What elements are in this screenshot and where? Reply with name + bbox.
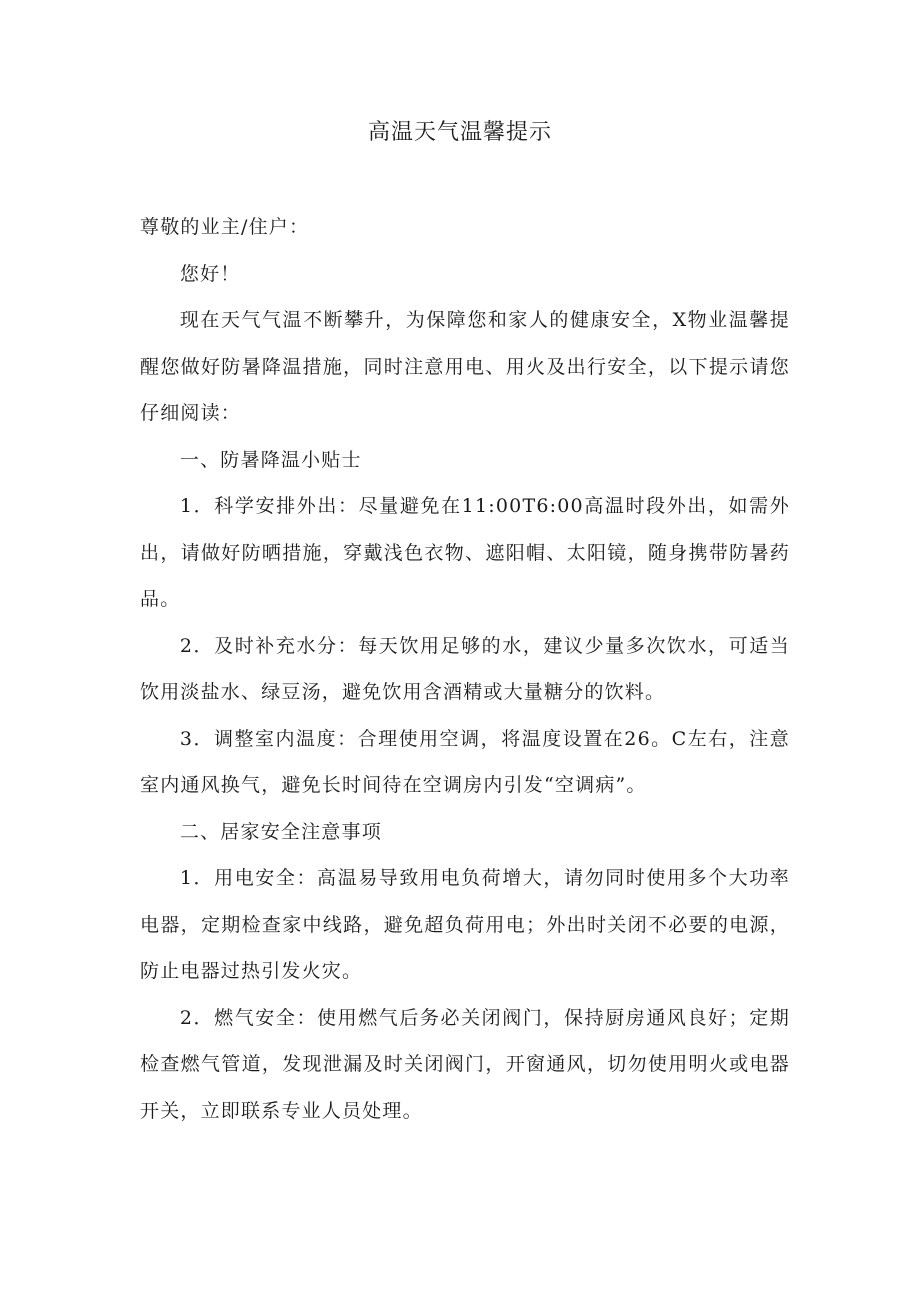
section1-item2: 2．及时补充水分：每天饮用足够的水，建议少量多次饮水，可适当饮用淡盐水、绿豆汤，避免饮用含酒精或大量糖分的饮料。 [140, 634, 790, 703]
section1-item1: 1．科学安排外出：尽量避免在11:00T6:00高温时段外出，如需外出，请做好防晒措施，穿戴浅色衣物、遮阳帽、太阳镜，随身携带防暑药品。 [140, 495, 790, 610]
document-body [140, 204, 790, 1134]
section2-item1: 1．用电安全：高温易导致用电负荷增大，请勿同时使用多个大功率电器，定期检查家中线路，避免超负荷用电；外出时关闭不必要的电源，防止电器过热引发火灾。 [140, 867, 790, 982]
intro-paragraph: 现在天气气温不断攀升，为保障您和家人的健康安全，X物业温馨提醒您做好防暑降温措施，同时注意用电、用火及出行安全，以下提示请您仔细阅读： [140, 309, 790, 424]
greeting: 您好！ [179, 262, 241, 285]
section2-item2: 2．燃气安全：使用燃气后务必关闭阀门，保持厨房通风良好；定期检查燃气管道，发现泄漏及时关闭阀门，开窗通风，切勿使用明火或电器开关，立即联系专业人员处理。 [140, 1006, 790, 1122]
salutation: 尊敬的业主/住户： [140, 216, 310, 238]
document-title: 高温天气温馨提示 [367, 120, 552, 145]
section2-heading: 二、居家安全注意事项 [179, 820, 382, 843]
section1-item3: 3．调整室内温度：合理使用空调，将温度设置在26。C左右，注意室内通风换气，避免长时间待在空调房内引发“空调病”。 [140, 727, 790, 796]
section1-heading: 一、防暑降温小贴士 [179, 448, 362, 471]
